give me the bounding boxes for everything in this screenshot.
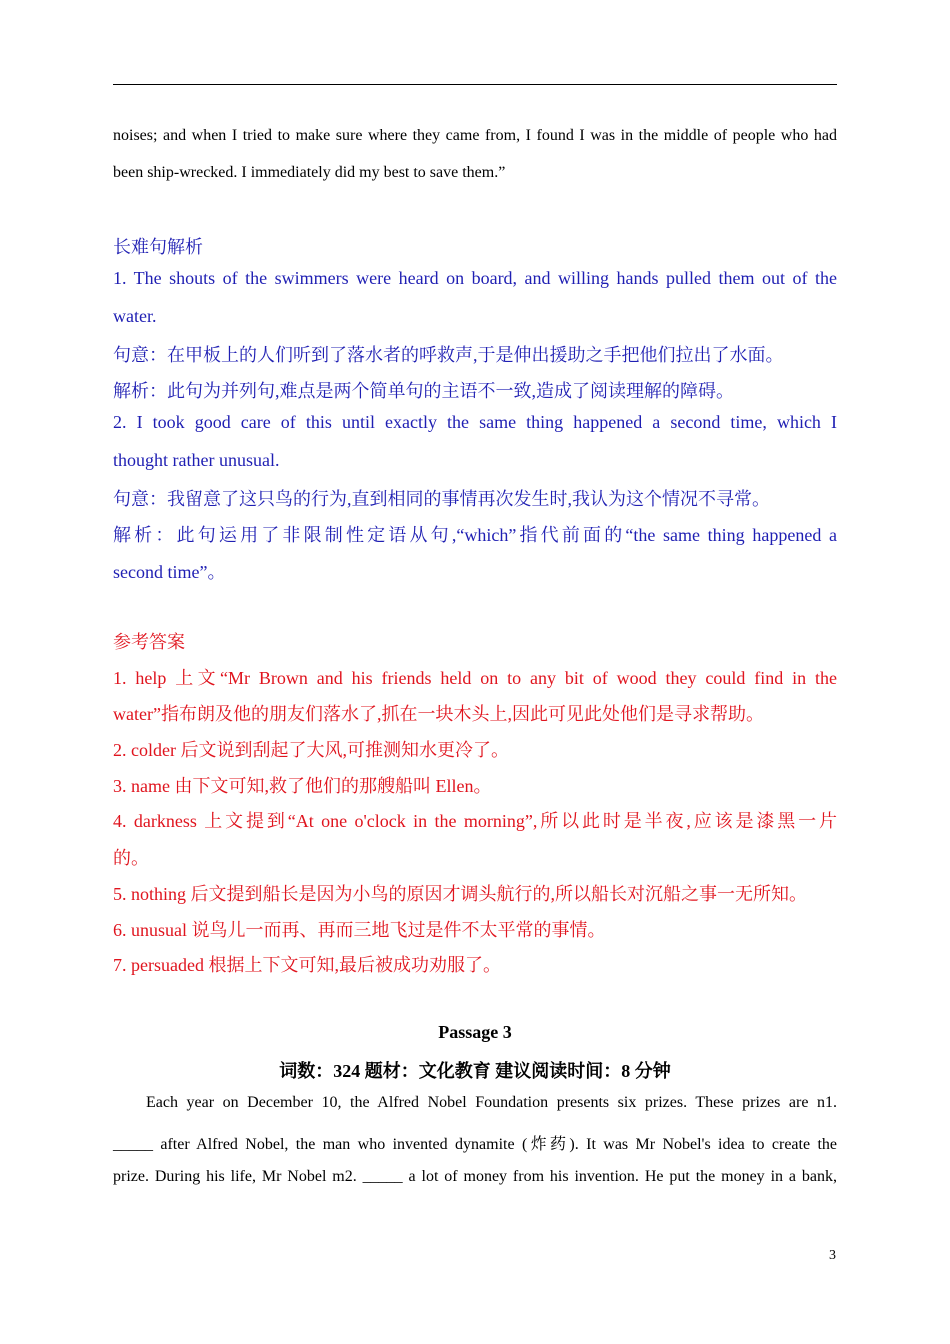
passage-line-1: Each year on December 10, the Alfred Nobel Foundation presents six prizes. These prizes are n1. [146, 1094, 837, 1111]
passage-meta: 词数：324 题材：文化教育 建议阅读时间：8 分钟 [279, 1061, 671, 1081]
sentence-2-meaning: 句意：我留意了这只鸟的行为,直到相同的事情再次发生时,我认为这个情况不寻常。 [113, 489, 770, 509]
sentence-1-line-1: 1. The shouts of the swimmers were heard on board, and willing hands pulled them out of the [113, 268, 837, 288]
answer-4-line-1: 4. darkness 上文提到“At one o'clock in the morning”,所以此时是半夜,应该是漆黑一片 [113, 811, 837, 831]
sentence-1-analysis: 解析：此句为并列句,难点是两个简单句的主语不一致,造成了阅读理解的障碍。 [113, 381, 734, 401]
sentence-1-meaning: 句意：在甲板上的人们听到了落水者的呼救声,于是伸出援助之手把他们拉出了水面。 [113, 345, 784, 365]
answer-7: 7. persuaded 根据上下文可知,最后被成功劝服了。 [113, 955, 501, 975]
analysis-heading: 长难句解析 [113, 237, 203, 257]
sentence-2-line-2: thought rather unusual. [113, 450, 280, 470]
sentence-1-line-2: water. [113, 306, 157, 326]
sentence-2-line-1: 2. I took good care of this until exactly the same thing happened a second time, which I [113, 412, 837, 432]
sentence-2-analysis-line-2: second time”。 [113, 562, 226, 582]
sentence-2-analysis-line-1: 解析：此句运用了非限制性定语从句,“which”指代前面的“the same thing happened a [113, 525, 837, 545]
answer-4-line-2: 的。 [113, 848, 149, 868]
passage-title: Passage 3 [438, 1022, 512, 1042]
answer-6: 6. unusual 说鸟儿一而再、再而三地飞过是件不太平常的事情。 [113, 920, 606, 940]
passage-line-2: _____ after Alfred Nobel, the man who invented dynamite (炸药). It was Mr Nobel's idea to create the [113, 1136, 837, 1153]
page-number: 3 [829, 1248, 836, 1263]
header-rule [113, 84, 837, 85]
intro-line-2: been ship-wrecked. I immediately did my best to save them.” [113, 164, 506, 181]
intro-line-1: noises; and when I tried to make sure where they came from, I found I was in the middle of people who had [113, 127, 837, 144]
answers-heading: 参考答案 [113, 632, 185, 652]
answer-1-line-1: 1. help 上文“Mr Brown and his friends held on to any bit of wood they could find in the [113, 668, 837, 688]
answer-1-line-2: water”指布朗及他的朋友们落水了,抓在一块木头上,因此可见此处他们是寻求帮助。 [113, 704, 764, 724]
passage-line-3: prize. During his life, Mr Nobel m2. _____ a lot of money from his invention. He put the money in a bank, [113, 1168, 837, 1185]
answer-2: 2. colder 后文说到刮起了大风,可推测知水更冷了。 [113, 740, 509, 760]
answer-3: 3. name 由下文可知,救了他们的那艘船叫 Ellen。 [113, 776, 492, 796]
answer-5: 5. nothing 后文提到船长是因为小鸟的原因才调头航行的,所以船长对沉船之事一无所知。 [113, 884, 807, 904]
